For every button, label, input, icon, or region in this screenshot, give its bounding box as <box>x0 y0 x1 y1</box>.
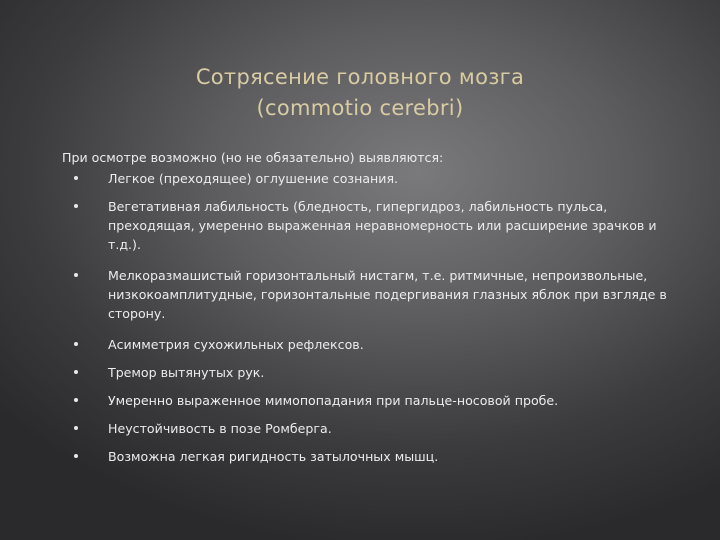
bullet-dot-icon <box>74 273 78 277</box>
title-line-2: (commotio cerebri) <box>256 96 464 120</box>
bullet-item <box>62 419 688 438</box>
bullet-text: Умеренно выраженное мимопопадания при пальце-носовой пробе. <box>108 393 559 408</box>
bullet-item <box>62 391 688 410</box>
bullet-text: Мелкоразмашистый горизонтальный нистагм, т.е. ритмичные, непроизвольные, низкокоамплитудные, горизонтальные подергивания глазных яблок при взгляде в сторону. <box>108 268 667 321</box>
bullet-item <box>62 169 688 188</box>
bullet-dot-icon <box>74 204 78 208</box>
slide-body <box>62 148 692 475</box>
bullet-dot-icon <box>74 426 78 430</box>
bullet-item <box>62 335 688 354</box>
bullet-text: Вегетативная лабильность (бледность, гипергидроз, лабильность пульса, преходящая, умеренно выраженная неравномерность или расширение зрачков и т.д.). <box>108 199 657 252</box>
intro-text: При осмотре возможно (но не обязательно) выявляются: <box>62 150 444 165</box>
bullet-item <box>62 197 688 254</box>
bullet-dot-icon <box>74 454 78 458</box>
bullet-dot-icon <box>74 176 78 180</box>
bullet-list <box>62 169 692 466</box>
bullet-dot-icon <box>74 398 78 402</box>
bullet-text: Асимметрия сухожильных рефлексов. <box>108 337 364 352</box>
bullet-item <box>62 266 688 323</box>
bullet-item <box>62 447 688 466</box>
bullet-dot-icon <box>74 370 78 374</box>
bullet-text: Тремор вытянутых рук. <box>108 365 265 380</box>
bullet-item <box>62 363 688 382</box>
title-line-1: Сотрясение головного мозга <box>195 65 525 89</box>
slide-title <box>60 62 660 124</box>
bullet-text: Легкое (преходящее) оглушение сознания. <box>108 171 399 186</box>
bullet-text: Возможна легкая ригидность затылочных мышц. <box>108 449 439 464</box>
bullet-dot-icon <box>74 342 78 346</box>
bullet-text: Неустойчивость в позе Ромберга. <box>108 421 332 436</box>
